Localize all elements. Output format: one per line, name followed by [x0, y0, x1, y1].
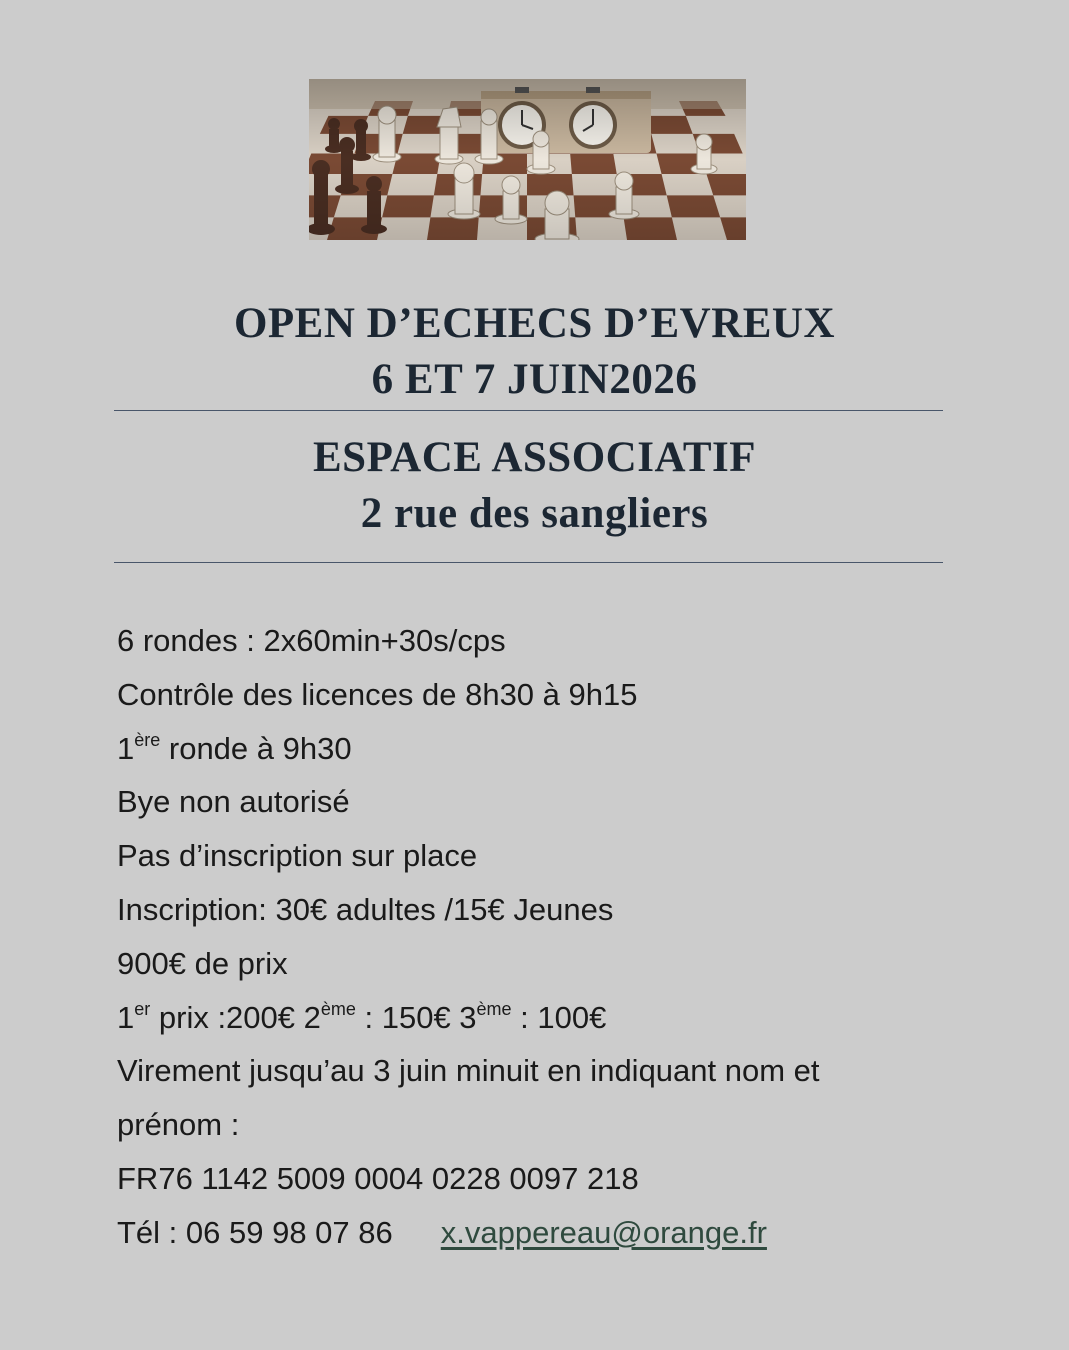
transfer-info: Virement jusqu’au 3 juin minuit en indiquant nom et [117, 1053, 820, 1089]
divider-bottom [114, 562, 943, 563]
transfer-info-cont: prénom : [117, 1107, 240, 1143]
first-round-info [117, 722, 957, 776]
event-dates: 6 ET 7 JUIN2026 [371, 356, 698, 403]
prize-1-number: 1 [117, 999, 135, 1035]
prize-3-suffix: ème [476, 998, 512, 1019]
licence-check-info: Contrôle des licences de 8h30 à 9h15 [117, 676, 638, 712]
email-link[interactable]: x.vappereau@orange.fr [440, 1214, 767, 1250]
event-title [0, 296, 1069, 408]
rounds-info: 6 rondes : 2x60min+30s/cps [117, 623, 506, 658]
prize-2-suffix: ème [320, 998, 356, 1019]
contact-line [117, 1206, 957, 1260]
first-round-number: 1 [117, 730, 135, 766]
prize-1-amount: prix :200€ 2 [150, 999, 321, 1035]
venue-address: 2 rue des sangliers [360, 490, 709, 537]
phone-number: Tél : 06 59 98 07 86 [117, 1214, 393, 1250]
prize-fund-info: 900€ de prix [117, 945, 288, 981]
event-details [117, 614, 957, 1260]
first-round-suffix: ère [134, 729, 161, 750]
event-name: OPEN D’ECHECS D’EVREUX [233, 300, 836, 347]
venue-name: ESPACE ASSOCIATIF [313, 434, 756, 481]
chess-photo [309, 79, 746, 240]
fees-info: Inscription: 30€ adultes /15€ Jeunes [117, 891, 614, 927]
bye-info: Bye non autorisé [117, 784, 350, 820]
prize-2-amount: : 150€ 3 [355, 999, 477, 1035]
first-round-time: ronde à 9h30 [160, 730, 352, 766]
divider-top [114, 410, 943, 411]
prize-1-suffix: er [134, 998, 151, 1019]
iban: FR76 1142 5009 0004 0228 0097 218 [117, 1160, 639, 1196]
onsite-registration-info: Pas d’inscription sur place [117, 838, 478, 874]
prize-3-amount: : 100€ [511, 999, 607, 1035]
venue-block [0, 430, 1069, 542]
prizes-info [117, 991, 957, 1045]
chessboard-image [309, 79, 746, 240]
